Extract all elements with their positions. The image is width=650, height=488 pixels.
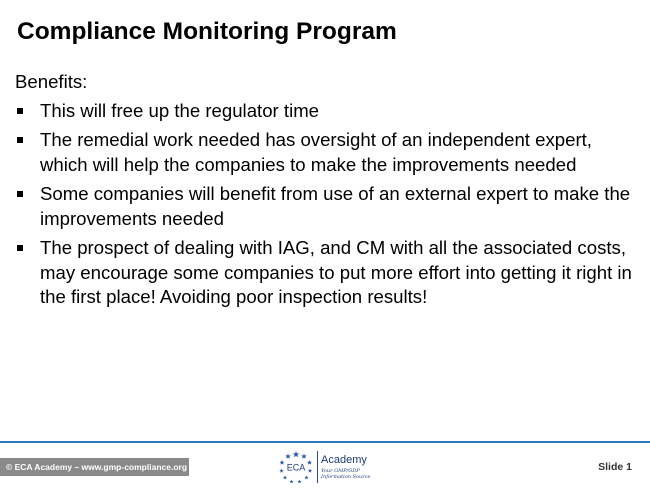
list-item-text: Some companies will benefit from use of an external expert to make the improvements needed	[40, 183, 631, 229]
slide-body	[15, 70, 635, 315]
logo-tagline-line-2: Information Source	[321, 474, 371, 480]
slide-title: Compliance Monitoring Program	[17, 18, 397, 45]
list-item	[15, 182, 635, 231]
footer-divider	[0, 441, 650, 443]
logo-tagline	[321, 468, 370, 480]
list-item-text: This will free up the regulator time	[40, 99, 320, 121]
logo-name: Academy	[321, 454, 367, 466]
benefits-list	[15, 99, 635, 310]
list-item-text: The remedial work needed has oversight of an independent expert, which will help the companies to make the improvements needed	[40, 129, 592, 175]
list-item	[15, 99, 635, 124]
copyright-badge: © ECA Academy – www.gmp-compliance.org	[0, 458, 189, 476]
square-bullet-icon	[17, 191, 23, 197]
list-item	[15, 236, 635, 310]
logo-mark-text: ECA	[286, 462, 306, 473]
benefits-heading: Benefits:	[15, 71, 88, 92]
star-ring-icon	[278, 449, 314, 485]
square-bullet-icon	[17, 245, 23, 251]
eca-academy-logo	[278, 449, 378, 485]
list-item-text: The prospect of dealing with IAG, and CM with all the associated costs, may encourage some companies to put more effort into getting it right in the first place! Avoiding poor inspection results!	[40, 237, 632, 307]
logo-divider	[317, 451, 318, 483]
logo-tagline-line-1: Your GMP/GDP	[321, 468, 360, 474]
slide-number: Slide 1	[598, 461, 632, 473]
list-item	[15, 128, 635, 177]
square-bullet-icon	[17, 108, 23, 114]
square-bullet-icon	[17, 137, 23, 143]
